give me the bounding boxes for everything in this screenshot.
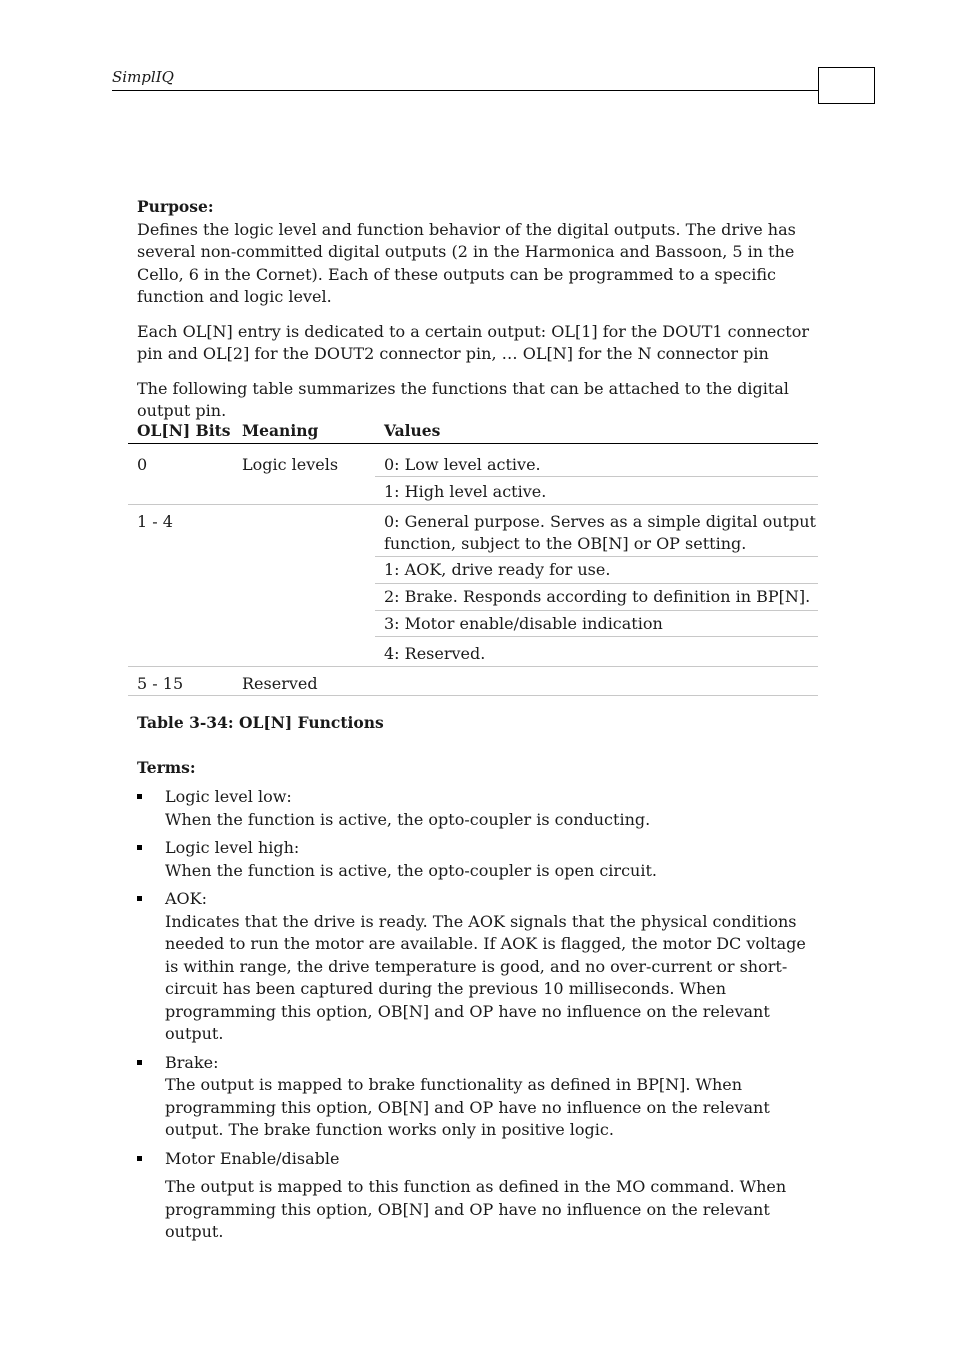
bits-cell: 0 — [128, 443, 233, 504]
table-caption: Table 3-34: OL[N] Functions — [137, 713, 384, 732]
page-number-box — [818, 67, 875, 104]
value-cell: 0: Low level active. — [375, 443, 818, 477]
value-cell: 0: General purpose. Serves as a simple digital output function, subject to the OB[N] or OP setting. — [375, 504, 818, 556]
meaning-cell: Logic levels — [233, 443, 375, 504]
bullet-icon — [137, 1156, 142, 1161]
term-title: Brake: — [165, 1052, 219, 1072]
term-description: Indicates that the drive is ready. The AOK signals that the physical conditions needed to run the motor are available. If AOK is flagged, the motor DC voltage is within range, the drive temperature is good, and no over-current or short-circuit has been captured during the previous 10 milliseconds. When programming this option, OB[N] and OP have no influence on the relevant output. — [165, 911, 806, 1043]
bits-cell: 5 - 15 — [128, 666, 233, 696]
purpose-label: Purpose: — [137, 197, 214, 216]
value-cell: 1: AOK, drive ready for use. — [375, 556, 818, 584]
value-cell: 1: High level active. — [375, 477, 818, 505]
purpose-paragraph-1: Defines the logic level and function behavior of the digital outputs. The drive has several non-committed digital outputs (2 in the Harmonica and Bassoon, 5 in the Cello, 6 in the Cornet). Each of these outputs can be programmed to a specific function and logic level. — [137, 219, 796, 306]
term-title: Logic level low: — [165, 787, 292, 806]
purpose-section — [137, 196, 818, 423]
list-item — [137, 786, 822, 831]
value-cell: 3: Motor enable/disable indication — [375, 610, 818, 637]
term-description: When the function is active, the opto-coupler is conducting. — [165, 809, 651, 829]
col-header-meaning: Meaning — [233, 420, 375, 443]
bullet-icon — [137, 845, 142, 850]
table-row — [128, 666, 818, 696]
bits-cell: 1 - 4 — [128, 504, 233, 666]
bullet-icon — [137, 794, 142, 799]
table-row — [128, 443, 818, 477]
col-header-values: Values — [375, 420, 818, 443]
value-cell: 4: Reserved. — [375, 637, 818, 667]
list-item — [137, 1148, 822, 1244]
term-description: The output is mapped to brake functionality as defined in BP[N]. When programming this option, OB[N] and OP have no influence on the relevant output. The brake function works only in positive logic. — [165, 1075, 770, 1139]
purpose-paragraph-2: Each OL[N] entry is dedicated to a certain output: OL[1] for the DOUT1 connector pin and OL[2] for the DOUT2 connector pin, … OL[N] for the N connector pin — [137, 321, 809, 363]
table-header-row — [128, 420, 818, 443]
table-row — [128, 504, 818, 556]
bullet-icon — [137, 896, 142, 901]
terms-label: Terms: — [137, 758, 196, 777]
terms-list — [137, 786, 822, 1250]
list-item — [137, 1052, 822, 1142]
term-title: AOK: — [165, 889, 208, 908]
ol-functions-table — [128, 420, 818, 696]
term-description: When the function is active, the opto-coupler is open circuit. — [165, 860, 657, 880]
header-rule — [112, 90, 818, 91]
meaning-cell: Reserved — [233, 666, 375, 696]
term-description: The output is mapped to this function as defined in the MO command. When programming this option, OB[N] and OP have no influence on the relevant output. — [165, 1177, 787, 1241]
list-item — [137, 888, 822, 1046]
term-title: Logic level high: — [165, 838, 300, 857]
term-title: Motor Enable/disable — [165, 1148, 340, 1168]
meaning-cell — [233, 504, 375, 666]
header-title: SimplIQ — [112, 68, 174, 86]
purpose-paragraph-3: The following table summarizes the functions that can be attached to the digital output pin. — [137, 378, 789, 420]
bullet-icon — [137, 1060, 142, 1065]
list-item — [137, 837, 822, 882]
value-cell: 2: Brake. Responds according to definition in BP[N]. — [375, 584, 818, 611]
value-cell — [375, 666, 818, 696]
col-header-bits: OL[N] Bits — [128, 420, 233, 443]
